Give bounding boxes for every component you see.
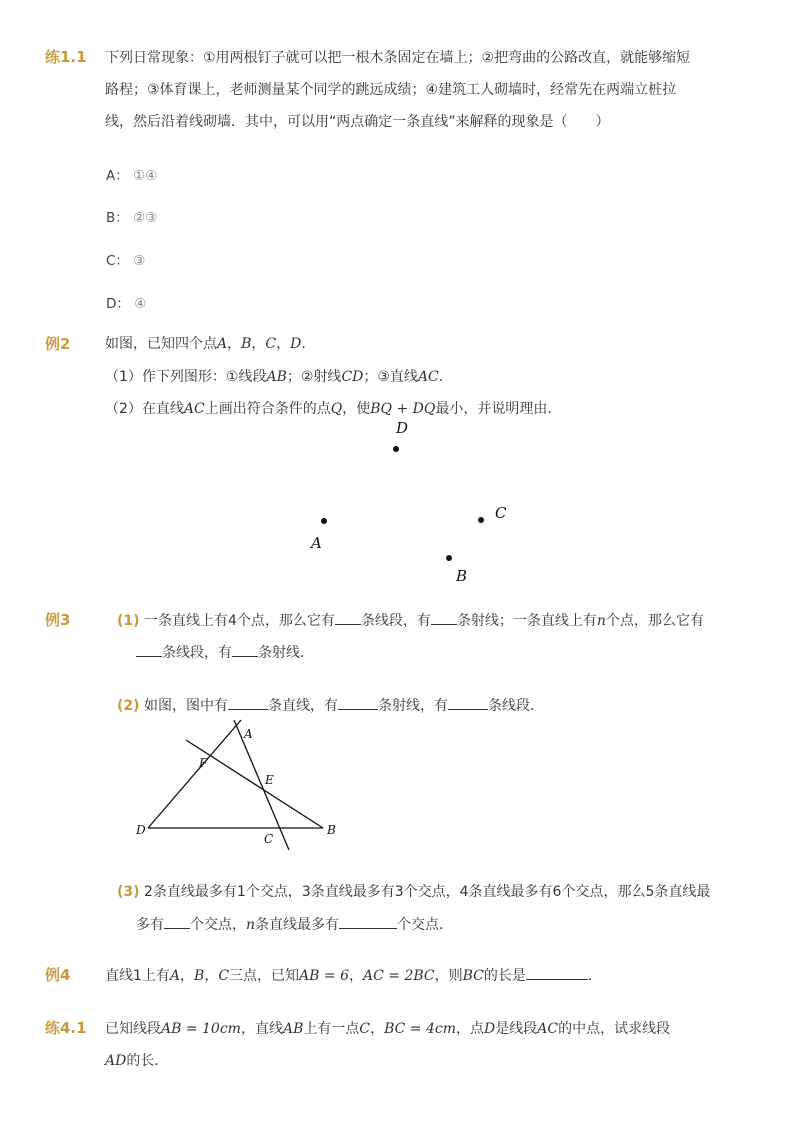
text: 上画出符合条件的点 [204,401,331,417]
text: 个点，那么它有 [605,613,704,629]
question-text-line: 线，然后沿着线砌墙．其中，可以用“两点确定一条直线”来解释的现象是（ ） [105,114,610,130]
line-da [148,720,241,828]
math-expression: AB = 6 [299,968,349,984]
math-expression: AB = 10cm [161,1021,241,1037]
math-symbol: AC [183,401,205,417]
math-symbol: Q [330,401,343,417]
question-text-line: 路程；③体育课上，老师测量某个同学的跳远成绩；④建筑工人砌墙时，经常先在两端立桩拉 [105,82,677,98]
example-tag: 例3 [45,611,71,629]
option-value: ④ [134,296,147,312]
option-label: B： [106,210,129,226]
label-b: B [456,567,468,585]
question-text-line: 下列日常现象：①用两根钉子就可以把一根木条固定在墙上；②把弯曲的公路改直，就能够缩短 [105,50,691,66]
option-value: ③ [133,253,146,269]
label-c: C [264,832,274,846]
math-symbol: AC [537,1021,559,1037]
question-text-line [136,914,453,934]
text: （1）作下列图形：①线段 [105,369,267,385]
exercise-tag: 练1.1 [45,48,87,66]
text: ， [251,336,266,352]
text: 条直线最多有 [255,917,340,933]
text: 条射线；一条直线上有 [456,613,597,629]
example-tag: 例2 [45,335,71,353]
question-text-line [105,1050,168,1070]
option-value: ①④ [133,168,158,184]
subquestion-number: (1) [117,613,140,629]
math-symbol: B [194,968,205,984]
math-symbol: C [218,968,230,984]
math-symbol: A [217,336,228,352]
text: 条线段，有 [360,613,431,629]
text: 个交点． [397,917,454,933]
label-d: D [396,419,409,437]
text: ，点 [456,1021,485,1037]
text: 直线1上有 [105,968,170,984]
text: 上有一点 [303,1021,360,1037]
text: 条线段，有 [162,645,232,661]
text: ，直线 [240,1021,283,1037]
text: ． [587,968,602,984]
label-c: C [495,504,507,522]
math-expression: AC = 2BC [363,968,435,984]
math-symbol: AB [282,1021,304,1037]
answer-blank[interactable] [526,965,588,980]
line-ac [234,720,289,850]
text: 三点，已知 [229,968,300,984]
math-symbol: n [246,917,256,933]
text: ，使 [342,401,371,417]
math-expression: BC = 4cm [384,1021,457,1037]
text: ， [370,1021,385,1037]
math-symbol: AD [105,1053,127,1069]
question-text-line [105,965,602,985]
math-symbol: D [484,1021,496,1037]
text: 2条直线最多有1个交点，3条直线最多有3个交点，4条直线最多有6个交点，那么5条直线最 [144,884,711,900]
text: 条射线，有 [378,698,448,714]
math-symbol: C [265,336,277,352]
label-e: E [265,773,274,787]
line-fb [186,740,323,828]
math-symbol: B [241,336,252,352]
text: 个交点， [190,917,246,933]
example-tag: 例4 [45,966,71,984]
label-d: D [136,823,146,837]
text: 是线段 [495,1021,538,1037]
label-a: A [311,534,322,552]
text: ， [204,968,219,984]
option-label: C： [106,253,129,269]
option-value: ②③ [133,210,158,226]
option-label: D： [106,296,130,312]
text: ． [301,336,316,352]
text: 的中点，试求线段 [558,1021,671,1037]
text: 条线段． [488,698,544,714]
text: ， [227,336,242,352]
option-label: A： [106,168,129,184]
text: 最小，并说明理由． [435,401,562,417]
text: ， [349,968,363,984]
math-symbol: CD [341,369,364,385]
text: 的长． [126,1053,169,1069]
math-symbol: AC [417,369,439,385]
text: 条直线，有 [268,698,338,714]
text: ， [180,968,195,984]
subquestion-number: (2) [117,698,140,714]
text: 的长是 [483,968,526,984]
answer-blank[interactable] [164,914,190,929]
math-expression: BQ + DQ [370,401,436,417]
label-a: A [244,727,253,741]
text: （2）在直线 [105,401,184,417]
math-symbol: A [169,968,181,984]
label-f: F [199,756,208,770]
exercise-tag: 练4.1 [45,1019,87,1037]
subquestion-number: (3) [117,884,140,900]
text: ，则 [434,968,463,984]
text: 条射线． [258,645,314,661]
text: ． [438,369,453,385]
text: ， [276,336,291,352]
question-text-line [105,1018,670,1038]
math-symbol: D [290,336,302,352]
math-symbol: n [596,613,606,629]
label-b: B [327,823,336,837]
text: 多有 [136,917,164,933]
math-symbol: AB [266,369,287,385]
text: 一条直线上有4个点，那么它有 [144,613,335,629]
answer-blank[interactable] [339,914,397,929]
text: 如图，图中有 [144,698,228,714]
text: 已知线段 [105,1021,161,1037]
text: ；③直线 [363,369,418,385]
text: ；②射线 [286,369,342,385]
text: 如图，已知四个点 [105,336,217,352]
question-text-line [117,881,710,901]
math-symbol: C [359,1021,371,1037]
math-symbol: BC [462,968,484,984]
